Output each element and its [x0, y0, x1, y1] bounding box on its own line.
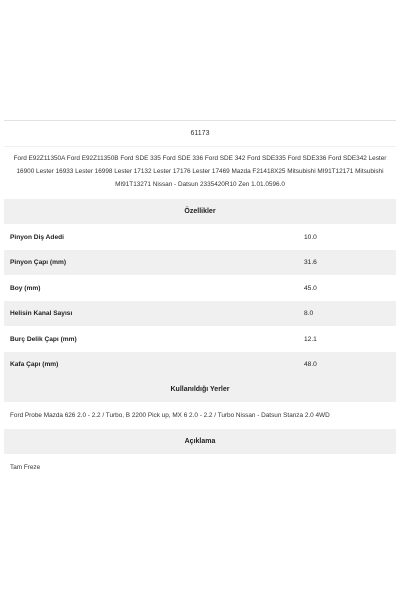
- spec-value: 45.0: [304, 284, 317, 292]
- spec-label: Kafa Çapı (mm): [10, 361, 59, 369]
- oem-numbers-text: Ford E92Z11350A Ford E92Z11350B Ford SDE 335 Ford SDE 336 Ford SDE 342 Ford SDE335 Ford SDE336 Ford SDE342 Lester 16900 Lester 16933 Lester 16998 Lester 17132 Lester 17176 Lester 17469 Mazda F21418X25 Mitsubishi MI91T12171 Mitsubishi MI91T13271 Nissan - Datsun 2335420R10 Zen 1.01.0596.0: [13, 155, 387, 188]
- spec-value: 10.0: [304, 233, 317, 241]
- usage-text: Ford Probe Mazda 626 2.0 - 2.2 / Turbo, B 2200 Pick up, MX 6 2.0 - 2.2 / Turbo Nissan - Datsun Stanza 2.0 4WD: [10, 412, 330, 420]
- spec-value: 48.0: [304, 361, 317, 369]
- features-heading: [4, 199, 396, 224]
- product-code-row: [4, 121, 396, 147]
- spec-label: Pinyon Diş Adedi: [10, 233, 64, 241]
- description-row: [4, 454, 396, 481]
- spec-row-pinion-diameter: [4, 250, 396, 276]
- spec-row-bushing-bore: [4, 326, 396, 352]
- spec-value: 8.0: [304, 310, 314, 318]
- usage-heading: [4, 377, 396, 402]
- spec-row-pinion-teeth: [4, 224, 396, 250]
- oem-numbers-row: [4, 147, 396, 199]
- description-heading: [4, 429, 396, 454]
- spec-row-head-diameter: [4, 352, 396, 378]
- spec-label: Pinyon Çapı (mm): [10, 259, 67, 267]
- description-heading-label: Açıklama: [184, 438, 216, 446]
- spec-row-helix-grooves: [4, 301, 396, 327]
- usage-heading-label: Kullanıldığı Yerler: [170, 386, 230, 394]
- spec-value: 12.1: [304, 335, 317, 343]
- description-text: Tam Freze: [10, 464, 41, 472]
- spec-label: Burç Delik Çapı (mm): [10, 335, 77, 343]
- spec-value: 31.6: [304, 259, 317, 267]
- spec-row-length: [4, 275, 396, 301]
- product-code: 61173: [190, 130, 210, 137]
- product-spec-sheet: [4, 120, 396, 481]
- spec-label: Helisin Kanal Sayısı: [10, 310, 73, 318]
- usage-row: [4, 402, 396, 429]
- features-heading-label: Özellikler: [184, 208, 216, 216]
- spec-label: Boy (mm): [10, 284, 41, 292]
